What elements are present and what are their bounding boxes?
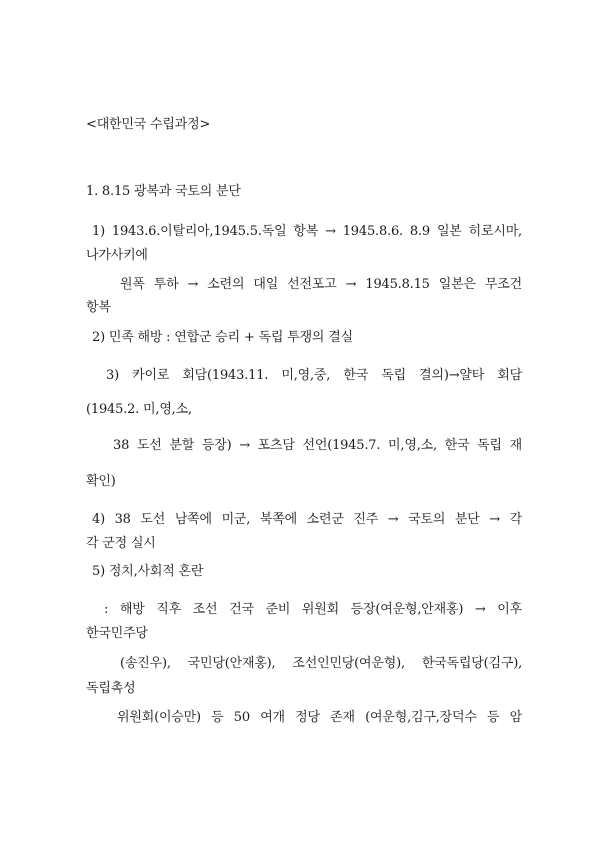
section-heading: 1. 8.15 광복과 국토의 분단 xyxy=(86,184,241,199)
item-3-line-3: 38 도선 분할 등장) → 포츠담 선언(1945.7. 미,영,소, 한국 독립 재 xyxy=(113,438,522,453)
item-3-line-4: 확인) xyxy=(86,474,116,489)
item-5-line-1: 5) 정치,사회적 혼란 xyxy=(92,564,204,579)
item-1-line-2: 나가사키에 xyxy=(86,248,148,263)
item-2-line-1: 2) 민족 해방 : 연합군 승리 + 독립 투쟁의 결실 xyxy=(92,330,353,345)
item-4-line-1: 4) 38 도선 남쪽에 미군, 북쪽에 소련군 진주 → 국토의 분단 → 각 xyxy=(92,512,522,527)
item-1-line-3: 원폭 투하 → 소련의 대일 선전포고 → 1945.8.15 일본은 무조건 xyxy=(120,277,522,292)
item-1-line-1: 1) 1943.6.이탈리아,1945.5.독일 항복 → 1945.8.6. 8.9 일본 히로시마, xyxy=(92,224,522,239)
item-3-line-2: (1945.2. 미,영,소, xyxy=(86,402,192,417)
item-5-line-4: (송진우), 국민당(안재홍), 조선인민당(여운형), 한국독립당(김구), xyxy=(120,656,522,671)
document-title: <대한민국 수립과정> xyxy=(86,117,211,132)
item-5-line-3: 한국민주당 xyxy=(86,626,148,641)
item-4-line-2: 각 군정 실시 xyxy=(86,536,156,551)
item-5-line-5: 독립촉성 xyxy=(86,681,136,696)
item-1-line-4: 항복 xyxy=(86,300,111,315)
item-5-line-2: : 해방 직후 조선 건국 준비 위원회 등장(여운형,안재홍) → 이후 xyxy=(104,602,522,617)
item-3-line-1: 3) 카이로 회담(1943.11. 미,영,중, 한국 독립 결의)→얄타 회담 xyxy=(106,368,522,383)
item-5-line-6: 위원회(이승만) 등 50 여개 정당 존재 (여운형,김구,장덕수 등 암 xyxy=(117,710,522,725)
